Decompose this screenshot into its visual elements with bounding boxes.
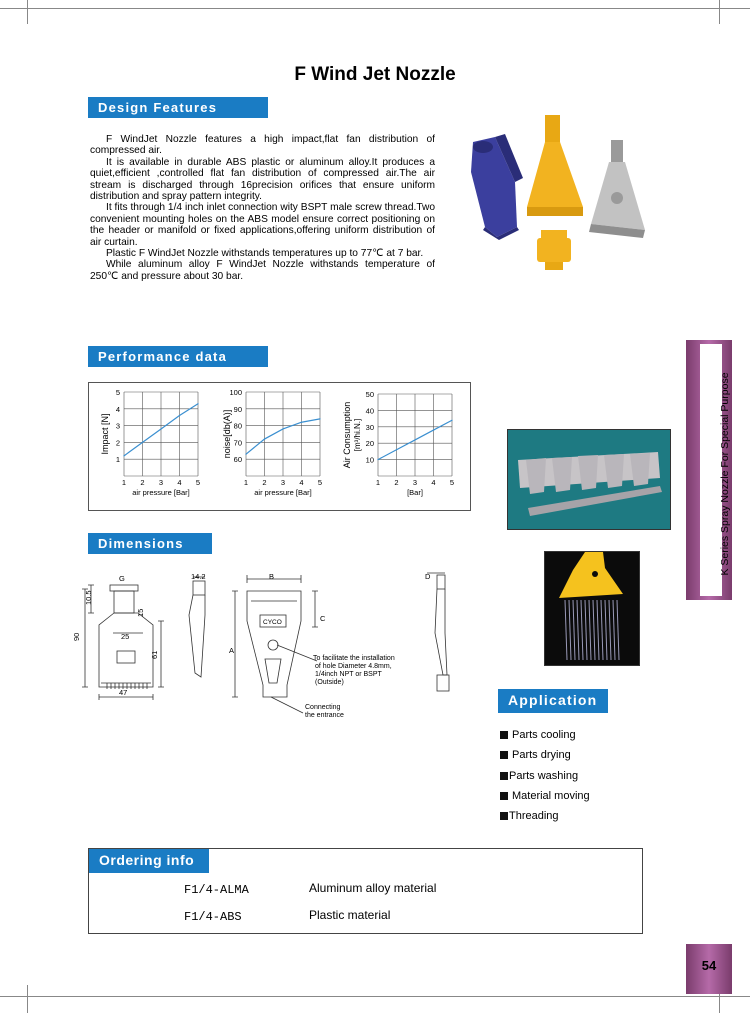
- design-paragraph: It fits through 1/4 inch inlet connection wity BSPT male screw thread.Two convenient mounting holes on the ABS model ensure correct positioning on the header or manifold or fixed applications,offering uniform distribution of air curtain.: [90, 202, 435, 248]
- nozzle-product-photo: [465, 112, 655, 277]
- design-paragraph: Plastic F WindJet Nozzle withstands temperatures up to 77℃ at 7 bar.: [106, 248, 424, 260]
- chart-x-tick-label: 4: [431, 478, 436, 487]
- chart-data-point: [451, 420, 452, 421]
- application-header: Application: [498, 689, 608, 713]
- chart-y-tick-label: 4: [115, 404, 120, 414]
- dim-label-25: 25: [121, 632, 130, 641]
- chart-y-tick-label: 70: [233, 438, 242, 448]
- application-item: [500, 725, 590, 745]
- install-note-line: (Outside): [315, 679, 344, 686]
- bullet-square-icon: [500, 772, 508, 780]
- chart-y-tick-label: 60: [233, 455, 242, 465]
- chart-y-tick-label: 2: [115, 438, 120, 448]
- blue-nozzle-image: [471, 134, 523, 240]
- dim-label-15: 15: [136, 608, 145, 617]
- chart-x-tick-label: 1: [121, 478, 127, 487]
- chart-y-tick-label: 100: [229, 388, 242, 397]
- application-item: [500, 806, 590, 826]
- design-features-header: Design Features: [88, 97, 268, 118]
- dimensions-header: Dimensions: [88, 533, 212, 554]
- chart-y-tick-label: 1: [115, 455, 120, 465]
- application-item-label: Parts washing: [509, 769, 579, 782]
- chart-y-tick-label: 80: [233, 421, 242, 431]
- dim-label-c: C: [320, 614, 326, 623]
- chart-x-tick-label: 2: [262, 478, 267, 487]
- crop-mark: [0, 8, 750, 9]
- page-number-tab: [686, 944, 732, 994]
- yellow-nozzle-spray-photo: [544, 551, 640, 666]
- dim-label-a: A: [229, 646, 235, 655]
- crop-mark: [27, 0, 28, 24]
- application-item: [500, 766, 590, 786]
- application-item-label: Material moving: [512, 790, 590, 803]
- crop-mark: [0, 996, 750, 997]
- dim-label-61: 61: [150, 650, 159, 659]
- chart-x-axis-label: air pressure [Bar]: [132, 488, 190, 497]
- chart-data-point: [123, 455, 124, 456]
- order-code: F1/4-ABS: [184, 910, 242, 924]
- chart-data-point: [301, 422, 302, 423]
- dim-label-90: 90: [72, 632, 81, 641]
- order-code: F1/4-ALMA: [184, 883, 249, 897]
- design-paragraph: While aluminum alloy F WindJet Nozzle withstands temperature of 250℃ and pressure about 30 bar.: [90, 259, 435, 282]
- chart-data-point: [377, 459, 378, 460]
- chart-y-tick-label: 90: [233, 404, 242, 414]
- chart-data-point: [197, 403, 198, 404]
- application-item-label: Parts drying: [512, 749, 571, 762]
- chart-data-point: [245, 454, 246, 455]
- install-note-line: of hole Diameter 4.8mm,: [315, 663, 392, 670]
- chart-x-axis-label: [Bar]: [407, 488, 423, 497]
- side-category-label: K Series Spray Nozzle For Special Purpose: [719, 372, 731, 576]
- chart-y-axis-label: [m³/hi.N.]: [353, 418, 362, 452]
- chart-x-tick-label: 4: [177, 478, 182, 487]
- install-note-line: 1/4inch NPT or BSPT: [315, 671, 382, 678]
- chart-data-point: [282, 428, 283, 429]
- crop-mark: [719, 0, 720, 24]
- dim-label-10-5: 10.5: [84, 590, 93, 605]
- chart-x-tick-label: 3: [412, 478, 418, 487]
- ordering-info-box: [88, 848, 643, 934]
- application-item: [500, 786, 590, 806]
- dim-label-g: G: [119, 574, 125, 583]
- application-item-label: Threading: [509, 810, 559, 823]
- chart-x-tick-label: 3: [280, 478, 286, 487]
- crop-mark: [27, 985, 28, 1013]
- page-title: F Wind Jet Nozzle: [294, 64, 456, 85]
- performance-charts: [88, 382, 471, 511]
- ordering-info-header: Ordering info: [89, 849, 209, 873]
- silver-nozzle-image: [589, 140, 645, 238]
- chart-x-tick-label: 4: [299, 478, 304, 487]
- performance-data-header: Performance data: [88, 346, 268, 367]
- page-number: 54: [701, 958, 717, 973]
- design-paragraph: F WindJet Nozzle features a high impact,flat fan distribution of compressed air.: [90, 134, 435, 157]
- chart-y-tick-label: 5: [115, 388, 120, 397]
- chart-x-tick-label: 2: [140, 478, 145, 487]
- chart-y-tick-label: 10: [365, 455, 374, 465]
- brand-label: CYCO: [263, 619, 282, 626]
- chart-data-point: [433, 429, 434, 430]
- side-tab-panel: [700, 344, 731, 596]
- install-note-line: To facilitate the installation: [313, 655, 395, 662]
- chart-y-tick-label: 40: [365, 406, 374, 416]
- entrance-note-line: the entrance: [305, 712, 344, 719]
- application-item-label: Parts cooling: [512, 729, 576, 742]
- application-list: [500, 725, 590, 826]
- order-description: Aluminum alloy material: [309, 881, 437, 895]
- dimension-drawing: [65, 565, 475, 725]
- dim-label-47: 47: [119, 688, 128, 697]
- chart-x-tick-label: 5: [317, 478, 323, 487]
- chart-y-tick-label: 20: [365, 439, 374, 449]
- chart-x-tick-label: 1: [375, 478, 381, 487]
- chart-x-tick-label: 2: [394, 478, 399, 487]
- chart-x-tick-label: 3: [158, 478, 164, 487]
- order-description: Plastic material: [309, 908, 391, 922]
- chart-x-tick-label: 5: [449, 478, 455, 487]
- application-item: [500, 745, 590, 765]
- chart-data-point: [160, 428, 161, 429]
- design-paragraph: It is available in durable ABS plastic or aluminum alloy.It produces a quiet,efficient ,controlled flat fan distribution of compressed air.The air stream is discharged through 16precision orifices that ensure uniform distribution and spray pattern integrity.: [90, 156, 435, 203]
- chart-data-point: [414, 439, 415, 440]
- manifold-application-photo: [507, 429, 671, 530]
- dim-label-d: D: [425, 572, 431, 581]
- chart-y-axis-label: Air Consumption: [342, 401, 352, 469]
- dim-label-b: B: [269, 572, 275, 581]
- chart-data-point: [396, 449, 397, 450]
- design-features-text: [90, 134, 435, 282]
- chart-data-point: [142, 442, 143, 443]
- chart-x-tick-label: 1: [243, 478, 249, 487]
- chart-y-axis-label: noise[db(A)]: [222, 409, 232, 459]
- side-category-tab: [686, 340, 732, 600]
- bullet-square-icon: [500, 731, 508, 739]
- chart-y-tick-label: 50: [365, 390, 374, 399]
- yellow-nozzle-image: [527, 115, 583, 270]
- chart-data-point: [179, 415, 180, 416]
- entrance-note-line: Connecting: [305, 704, 341, 711]
- chart-y-tick-label: 30: [365, 422, 374, 432]
- chart-y-tick-label: 3: [115, 421, 120, 431]
- chart-data-point: [264, 438, 265, 439]
- chart-data-point: [319, 418, 320, 419]
- bullet-square-icon: [500, 751, 508, 759]
- chart-y-axis-label: Impact [N]: [100, 413, 110, 455]
- dim-label-14-2: 14.2: [191, 572, 206, 581]
- chart-x-tick-label: 5: [195, 478, 201, 487]
- bullet-square-icon: [500, 812, 508, 820]
- bullet-square-icon: [500, 792, 508, 800]
- chart-x-axis-label: air pressure [Bar]: [254, 488, 312, 497]
